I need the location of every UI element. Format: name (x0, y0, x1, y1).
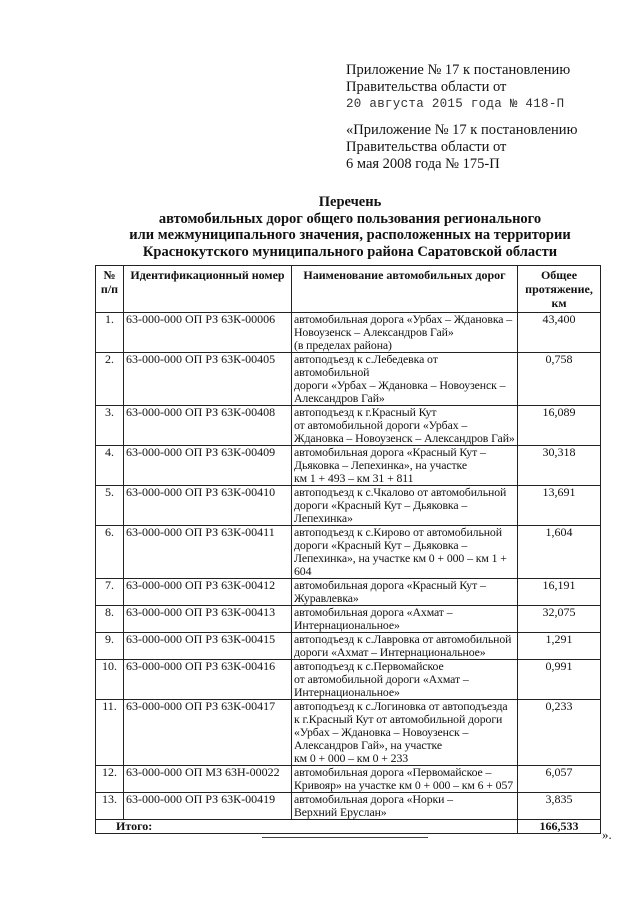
road-id: 63-000-000 ОП РЗ 63К-00006 (124, 313, 292, 353)
road-id: 63-000-000 ОП РЗ 63К-00412 (124, 579, 292, 606)
road-name-line: автомобильная дорога «Красный Кут – (294, 578, 486, 592)
road-name (292, 660, 518, 700)
header-length: Общее протяжение, км (518, 266, 601, 313)
table-row (96, 660, 601, 700)
road-name (292, 406, 518, 446)
old-header-line-1: «Приложение № 17 к постановлению (346, 122, 578, 138)
road-name-line: автоподъезд к г.Красный Кут (294, 405, 437, 419)
road-length: 32,075 (518, 606, 601, 633)
road-length: 16,191 (518, 579, 601, 606)
road-name-line: дороги «Урбах – Ждановка – Новоузенск – (294, 378, 506, 392)
row-number: 8. (96, 606, 124, 633)
road-name (292, 526, 518, 579)
road-name-line: (в пределах района) (294, 338, 392, 352)
road-length: 30,318 (518, 446, 601, 486)
table-row (96, 446, 601, 486)
row-number: 10. (96, 660, 124, 700)
road-id: 63-000-000 ОП РЗ 63К-00408 (124, 406, 292, 446)
road-length: 43,400 (518, 313, 601, 353)
row-number: 7. (96, 579, 124, 606)
total-value: 166,533 (518, 820, 601, 834)
row-number: 12. (96, 766, 124, 793)
table-header-row (96, 266, 601, 313)
closing-quote: ». (602, 827, 612, 842)
divider-line (262, 837, 428, 838)
document-title (90, 194, 610, 260)
road-name-line: автомобильная дорога «Первомайское – (294, 765, 492, 779)
header-line-1: Приложение № 17 к постановлению (346, 62, 571, 78)
road-name-line: Новоузенск – Александров Гай» (294, 325, 454, 339)
road-name (292, 353, 518, 406)
road-name (292, 766, 518, 793)
row-number: 13. (96, 793, 124, 820)
row-number: 5. (96, 486, 124, 526)
road-name-line: автомобильная дорога «Ахмат – (294, 605, 453, 619)
road-name (292, 446, 518, 486)
appendix-header (346, 62, 570, 113)
road-id: 63-000-000 ОП РЗ 63К-00410 (124, 486, 292, 526)
road-id: 63-000-000 ОП РЗ 63К-00419 (124, 793, 292, 820)
table-row (96, 633, 601, 660)
road-name-line: автоподъезд к с.Лавровка от автомобильной (294, 632, 512, 646)
road-name-line: автоподъезд к с.Чкалово от автомобильной (294, 485, 507, 499)
road-name (292, 313, 518, 353)
table-row (96, 486, 601, 526)
road-id: 63-000-000 ОП РЗ 63К-00411 (124, 526, 292, 579)
road-name-line: км 1 + 493 – км 31 + 811 (294, 471, 414, 485)
road-length: 6,057 (518, 766, 601, 793)
road-name (292, 579, 518, 606)
row-number: 4. (96, 446, 124, 486)
road-name-line: Журавлевка» (294, 591, 359, 605)
table-body (96, 313, 601, 834)
title-line-3: или межмуниципального значения, расположенных на территории (129, 227, 571, 243)
road-name-line: «Урбах – Ждановка – Новоузенск – (294, 725, 469, 739)
road-name-line: автоподъезд к с.Кирово от автомобильной (294, 525, 502, 539)
row-number: 1. (96, 313, 124, 353)
road-name (292, 793, 518, 820)
road-name-line: Александров Гай», на участке (294, 738, 443, 752)
road-length: 0,233 (518, 700, 601, 766)
road-name-line: Лепехинка» (294, 511, 353, 525)
road-id: 63-000-000 ОП РЗ 63К-00413 (124, 606, 292, 633)
title-line-2: автомобильных дорог общего пользования регионального (158, 210, 542, 227)
table-row (96, 353, 601, 406)
header-num: № п/п (96, 266, 124, 313)
header-id: Идентификационный номер (124, 266, 292, 313)
row-number: 2. (96, 353, 124, 406)
roads-table (95, 265, 601, 834)
table-row (96, 700, 601, 766)
old-header-line-2: Правительства области от (346, 139, 507, 155)
table-row (96, 406, 601, 446)
road-id: 63-000-000 ОП РЗ 63К-00416 (124, 660, 292, 700)
row-number: 11. (96, 700, 124, 766)
road-name-line: дороги «Ахмат – Интернациональное» (294, 645, 486, 659)
road-length: 1,604 (518, 526, 601, 579)
road-name-line: автомобильная дорога «Норки – (294, 792, 453, 806)
road-name-line: Александров Гай» (294, 391, 385, 405)
table-row (96, 793, 601, 820)
total-label: Итого: (96, 820, 518, 834)
road-name-line: от автомобильной дороги «Ахмат – (294, 672, 469, 686)
road-name-line: автомобильная дорога «Красный Кут – (294, 445, 486, 459)
table-row (96, 579, 601, 606)
total-row (96, 820, 601, 834)
road-name-line: Кривояр» на участке км 0 + 000 – км 6 + 057 (294, 778, 514, 792)
original-appendix-header (346, 122, 577, 173)
road-name-line: Дьяковка – Лепехинка», на участке (294, 458, 468, 472)
row-number: 3. (96, 406, 124, 446)
road-length: 1,291 (518, 633, 601, 660)
road-name-line: дороги «Красный Кут – Дьяковка – (294, 498, 468, 512)
road-name-line: к г.Красный Кут от автомобильной дороги (294, 712, 503, 726)
road-id: 63-000-000 ОП РЗ 63К-00417 (124, 700, 292, 766)
road-length: 0,758 (518, 353, 601, 406)
road-name-line: дороги «Красный Кут – Дьяковка – (294, 538, 468, 552)
road-name (292, 700, 518, 766)
header-name: Наименование автомобильных дорог (292, 266, 518, 313)
road-name (292, 486, 518, 526)
road-name-line: км 0 + 000 – км 0 + 233 (294, 751, 409, 765)
road-name-line: от автомобильной дороги «Урбах – (294, 418, 468, 432)
title-line-1: Перечень (318, 194, 382, 210)
road-length: 3,835 (518, 793, 601, 820)
table-row (96, 313, 601, 353)
road-name-line: автоподъезд к с.Лебедевка от автомобильной (294, 352, 438, 379)
road-length: 13,691 (518, 486, 601, 526)
road-name-line: автоподъезд к с.Первомайское (294, 659, 444, 673)
road-name-line: Ждановка – Новоузенск – Александров Гай» (294, 431, 515, 445)
road-id: 63-000-000 ОП РЗ 63К-00415 (124, 633, 292, 660)
road-name-line: Лепехинка», на участке км 0 + 000 – км 1 + 604 (294, 551, 507, 578)
header-line-2: Правительства области от (346, 79, 507, 95)
road-name-line: Интернациональное» (294, 618, 400, 632)
table-row (96, 526, 601, 579)
title-line-4: Краснокутского муниципального района Саратовской области (142, 243, 558, 260)
road-id: 63-000-000 ОП РЗ 63К-00409 (124, 446, 292, 486)
road-name-line: Верхний Еруслан» (294, 805, 387, 819)
road-name-line: автомобильная дорога «Урбах – Ждановка – (294, 312, 513, 326)
road-length: 0,991 (518, 660, 601, 700)
road-id: 63-000-000 ОП МЗ 63Н-00022 (124, 766, 292, 793)
road-name-line: автоподъезд к с.Логиновка от автоподъезда (294, 699, 508, 713)
table-row (96, 766, 601, 793)
road-length: 16,089 (518, 406, 601, 446)
road-name (292, 606, 518, 633)
row-number: 6. (96, 526, 124, 579)
table-row (96, 606, 601, 633)
old-header-line-3: 6 мая 2008 года № 175-П (346, 156, 500, 172)
road-name (292, 633, 518, 660)
road-id: 63-000-000 ОП РЗ 63К-00405 (124, 353, 292, 406)
header-date-stamp: 20 августа 2015 года № 418-П (346, 97, 565, 111)
row-number: 9. (96, 633, 124, 660)
road-name-line: Интернациональное» (294, 685, 400, 699)
